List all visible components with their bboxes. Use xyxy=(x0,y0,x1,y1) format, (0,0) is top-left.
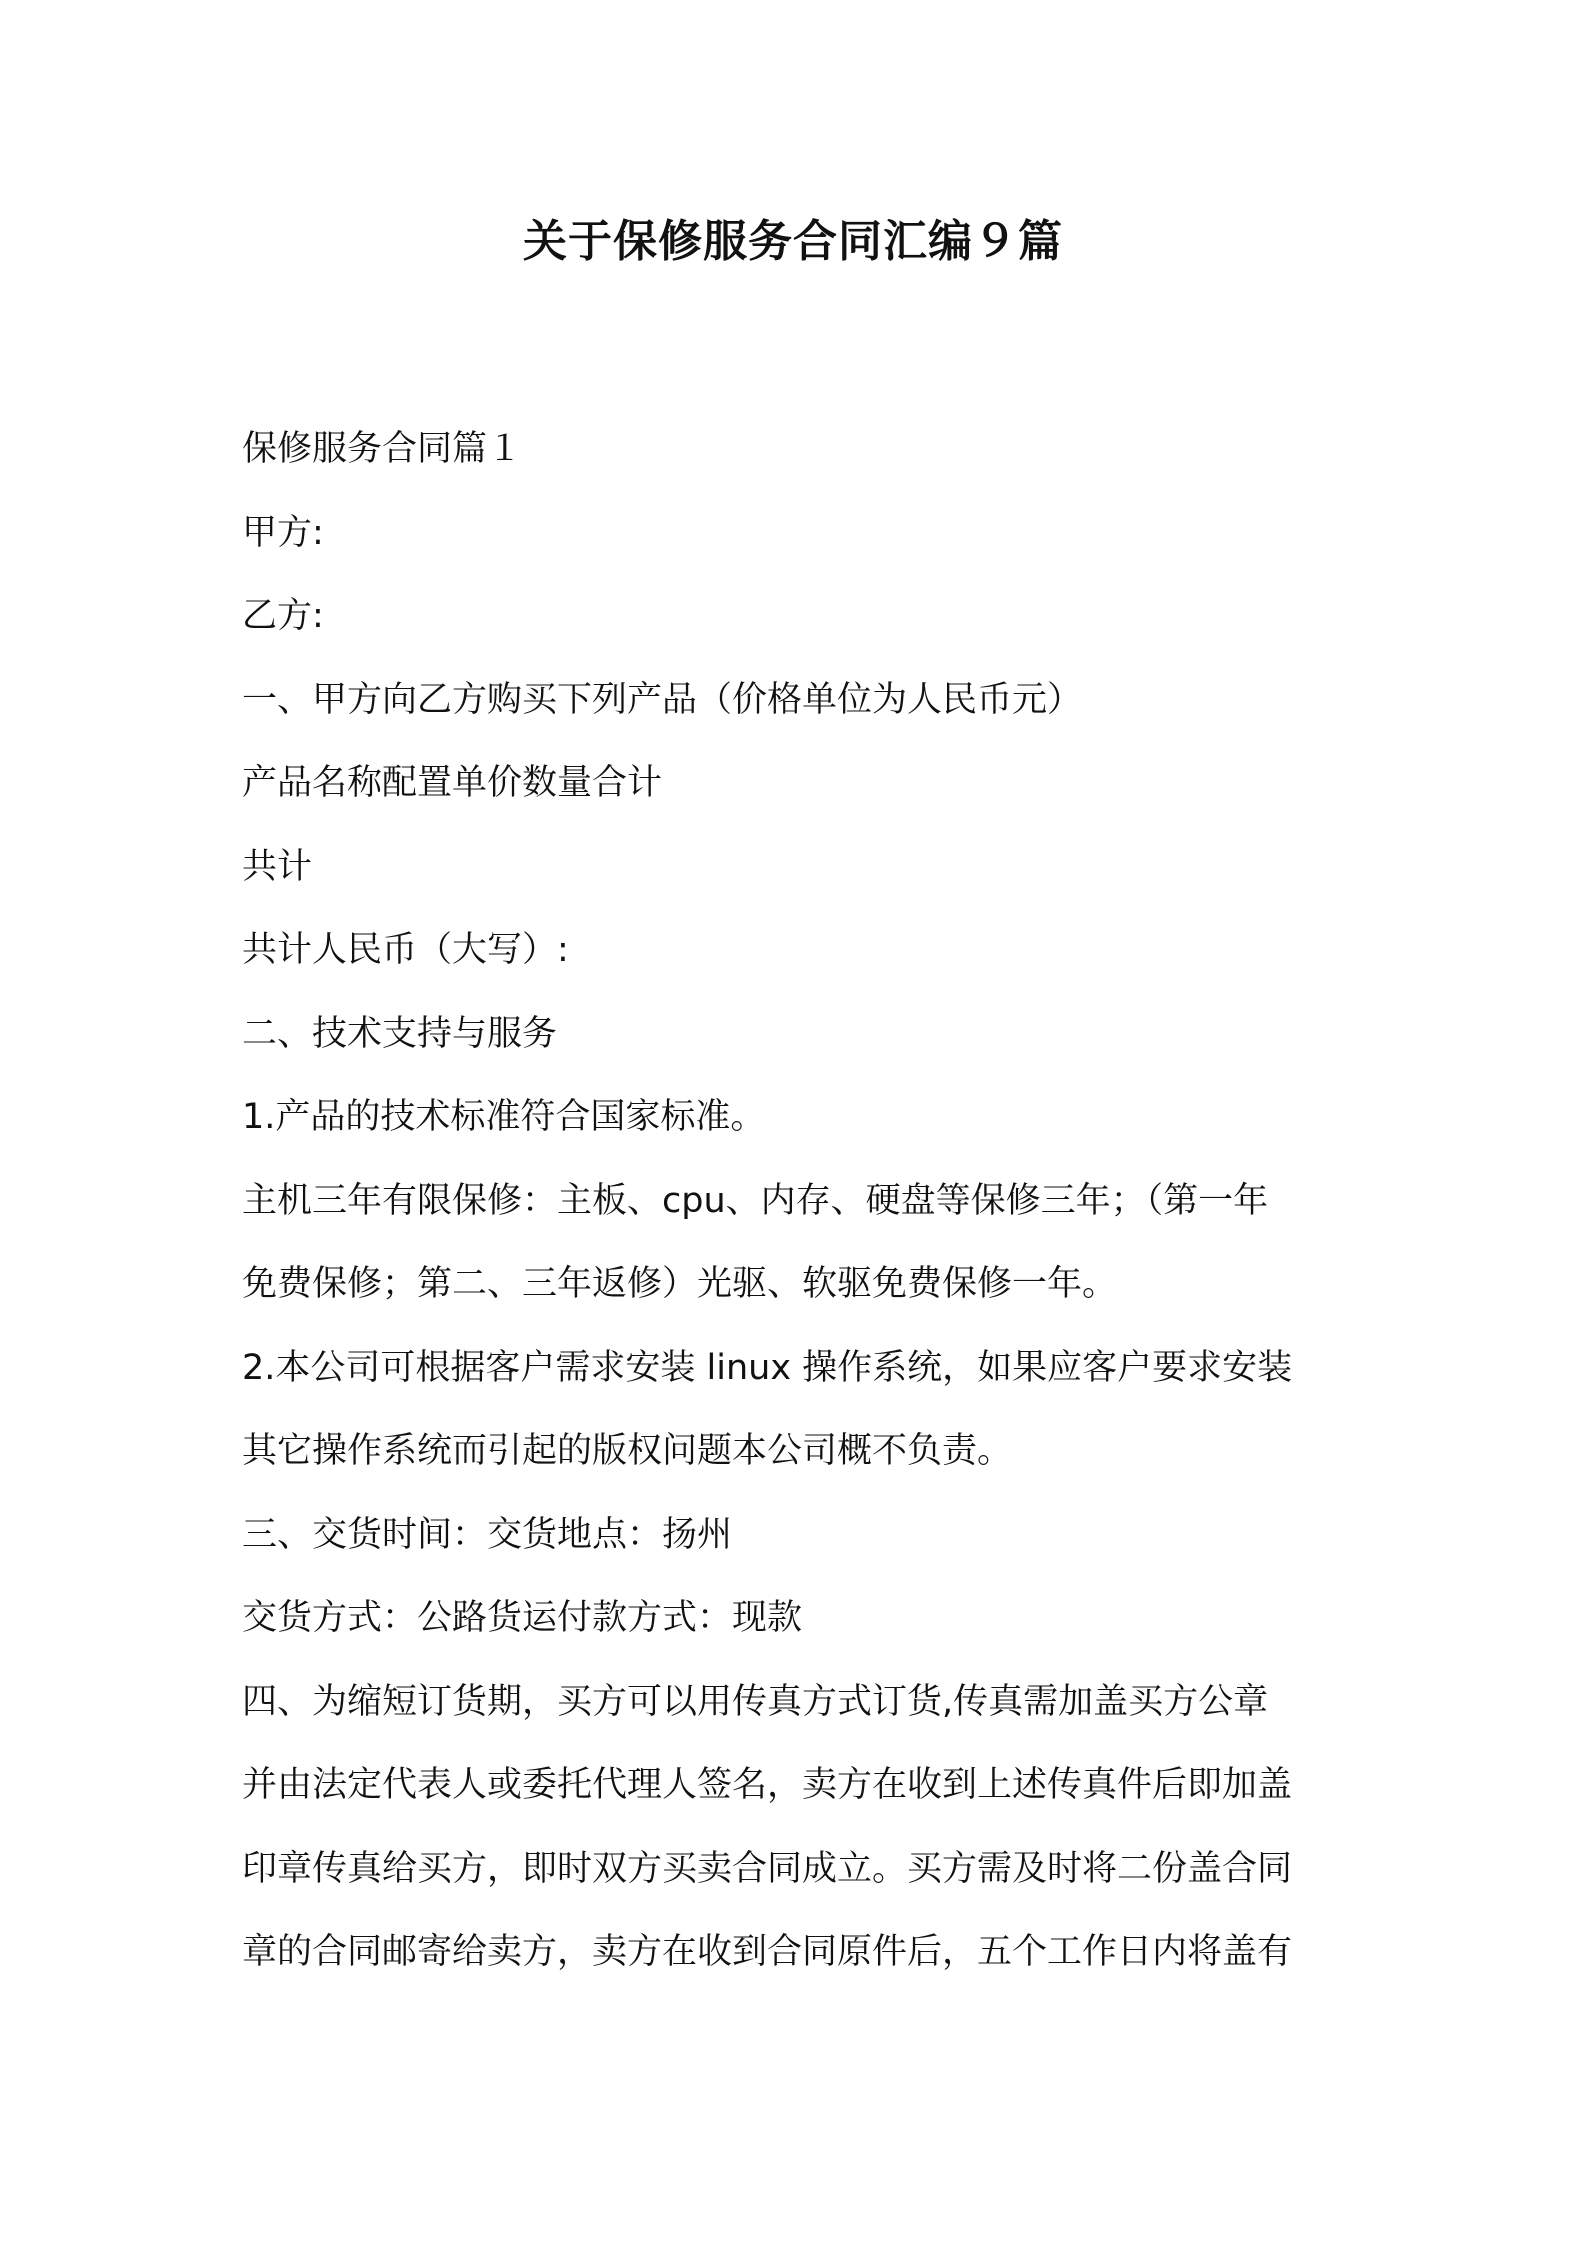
paragraph-line: 并由法定代表人或委托代理人签名，卖方在收到上述传真件后即加盖 xyxy=(242,1765,1293,1805)
clause-heading: 三、交货时间：交货地点：扬州 xyxy=(242,1514,733,1555)
party-a-line: 甲方: xyxy=(242,512,324,553)
product-table-header: 产品名称配置单价数量合计 xyxy=(242,763,663,803)
clause-heading: 四、为缩短订货期，买方可以用传真方式订货,传真需加盖买方公章 xyxy=(242,1681,1269,1722)
paragraph-line: 主机三年有限保修：主板、cpu、内存、硬盘等保修三年；（第一年 xyxy=(242,1180,1269,1221)
paragraph-line: 2.本公司可根据客户需求安装 linux 操作系统，如果应客户要求安装 xyxy=(242,1347,1293,1388)
clause-heading: 一、甲方向乙方购买下列产品（价格单位为人民币元） xyxy=(242,679,1083,720)
paragraph-line: 1.产品的技术标准符合国家标准。 xyxy=(242,1097,766,1137)
paragraph-line: 印章传真给买方，即时双方买卖合同成立。买方需及时将二份盖合同 xyxy=(242,1848,1293,1889)
document-title: 关于保修服务合同汇编９篇 xyxy=(523,216,1063,267)
section-heading: 保修服务合同篇１ xyxy=(242,429,523,469)
paragraph-line: 其它操作系统而引起的版权问题本公司概不负责。 xyxy=(242,1431,1013,1471)
paragraph-line: 交货方式：公路货运付款方式：现款 xyxy=(242,1598,803,1638)
clause-heading: 二、技术支持与服务 xyxy=(242,1013,558,1054)
total-rmb-line: 共计人民币（大写）: xyxy=(242,930,569,970)
document-body xyxy=(242,408,1362,1995)
total-line: 共计 xyxy=(242,846,313,887)
paragraph-line: 章的合同邮寄给卖方，卖方在收到合同原件后，五个工作日内将盖有 xyxy=(242,1932,1293,1972)
paragraph-line: 免费保修；第二、三年返修）光驱、软驱免费保修一年。 xyxy=(242,1264,1118,1304)
party-b-line: 乙方: xyxy=(242,596,324,636)
